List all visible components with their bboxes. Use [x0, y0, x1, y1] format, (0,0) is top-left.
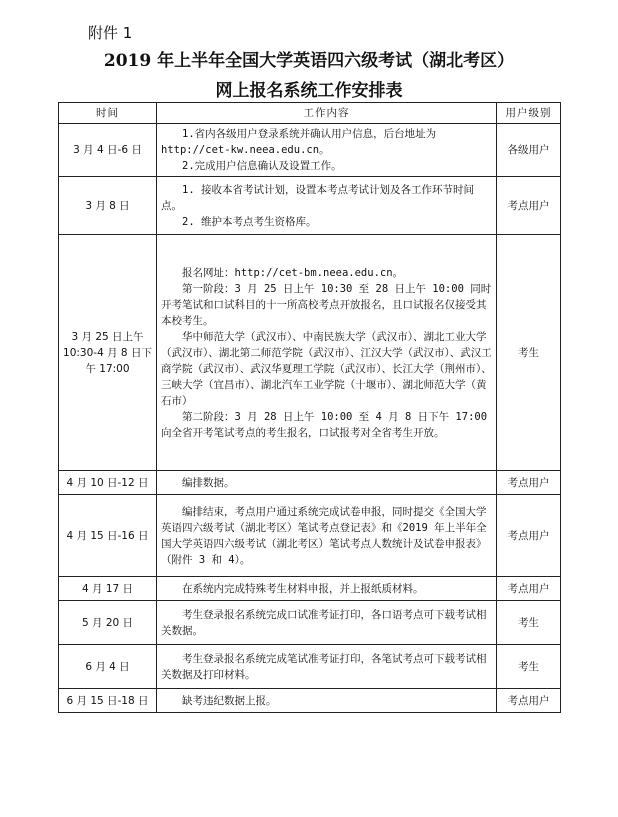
cell-user: 考生 — [497, 235, 561, 471]
content-line: 第二阶段：3 月 28 日上午 10:00 至 4 月 8 日下午 17:00 向全省开考笔试考点的考生报名，口试报考对全省考生开放。 — [161, 410, 488, 439]
table-row — [59, 601, 561, 645]
table-row — [59, 645, 561, 689]
cell-time: 6 月 4 日 — [59, 645, 157, 689]
table-row — [59, 177, 561, 235]
cell-time: 4 月 15 日-16 日 — [59, 495, 157, 577]
cell-time: 3 月 4 日-6 日 — [59, 124, 157, 177]
cell-time: 3 月 25 日上午 10:30-4 月 8 日下午 17:00 — [59, 235, 157, 471]
cell-content — [157, 689, 497, 713]
table-row — [59, 577, 561, 601]
document-title: 2019 年上半年全国大学英语四六级考试（湖北考区） — [103, 51, 515, 71]
content-line: 在系统内完成特殊考生材料申报，并上报纸质材料。 — [182, 582, 424, 595]
cell-user: 考点用户 — [497, 495, 561, 577]
content-line: 考生登录报名系统完成笔试准考证打印，各笔试考点可下载考试相关数据及打印材料。 — [161, 652, 487, 681]
cell-content — [157, 601, 497, 645]
cell-time: 4 月 10 日-12 日 — [59, 471, 157, 495]
table-row — [59, 235, 561, 471]
cell-content — [157, 235, 497, 471]
content-line: 编排结束，考点用户通过系统完成试卷申报，同时提交《全国大学英语四六级考试（湖北考区）笔试考点登记表》和《2019 年上半年全国大学英语四六级考试（湖北考区）笔试考点人数统计及试卷申报表》（附件 3 和 4）。 — [161, 505, 487, 566]
cell-content — [157, 471, 497, 495]
attachment-label: 附件 1 — [88, 24, 133, 42]
table-header-row — [59, 103, 561, 124]
header-content: 工作内容 — [157, 103, 497, 124]
cell-time: 4 月 17 日 — [59, 577, 157, 601]
cell-user: 考点用户 — [497, 177, 561, 235]
cell-user: 考点用户 — [497, 577, 561, 601]
document-subtitle: 网上报名系统工作安排表 — [215, 81, 403, 101]
table-row — [59, 689, 561, 713]
cell-content — [157, 177, 497, 235]
content-line: 华中师范大学（武汉市）、中南民族大学（武汉市）、湖北工业大学（武汉市）、湖北第二师范学院（武汉市）、江汉大学（武汉市）、武汉工商学院（武汉市）、武汉华夏理工学院（武汉市）、长江大学（荆州市）、三峡大学（宜昌市）、湖北汽车工业学院（十堰市）、湖北师范大学（黄石市） — [161, 330, 492, 407]
cell-user: 考生 — [497, 601, 561, 645]
content-line: 缺考违纪数据上报。 — [182, 694, 277, 707]
cell-time: 3 月 8 日 — [59, 177, 157, 235]
content-line: 2.完成用户信息确认及设置工作。 — [182, 160, 342, 172]
cell-user: 考点用户 — [497, 689, 561, 713]
cell-time: 5 月 20 日 — [59, 601, 157, 645]
cell-content — [157, 495, 497, 577]
header-user: 用户级别 — [497, 103, 561, 124]
header-time: 时间 — [59, 103, 157, 124]
cell-content — [157, 577, 497, 601]
content-line: 报名网址：http://cet-bm.neea.edu.cn。 — [182, 266, 404, 279]
cell-user: 考点用户 — [497, 471, 561, 495]
content-line: 第一阶段：3 月 25 日上午 10:30 至 28 日上午 10:00 同时开考笔试和口试科目的十一所高校考点开放报名，且口试报名仅接受其本校考生。 — [161, 282, 492, 327]
cell-user: 考生 — [497, 645, 561, 689]
cell-content — [157, 645, 497, 689]
content-line: 考生登录报名系统完成口试准考证打印，各口语考点可下载考试相关数据。 — [161, 608, 487, 637]
content-line: 编排数据。 — [182, 476, 235, 489]
cell-user: 各级用户 — [497, 124, 561, 177]
table-row — [59, 471, 561, 495]
schedule-table — [58, 102, 561, 713]
content-line: 2. 维护本考点考生资格库。 — [182, 215, 317, 228]
cell-time: 6 月 15 日-18 日 — [59, 689, 157, 713]
content-line: 1. 接收本省考试计划，设置本考点考试计划及各工作环节时间点。 — [161, 183, 474, 212]
cell-content — [157, 124, 497, 177]
table-row — [59, 124, 561, 177]
content-line: 1.省内各级用户登录系统并确认用户信息，后台地址为 http://cet-kw.neea.edu.cn。 — [161, 128, 437, 156]
table-row — [59, 495, 561, 577]
